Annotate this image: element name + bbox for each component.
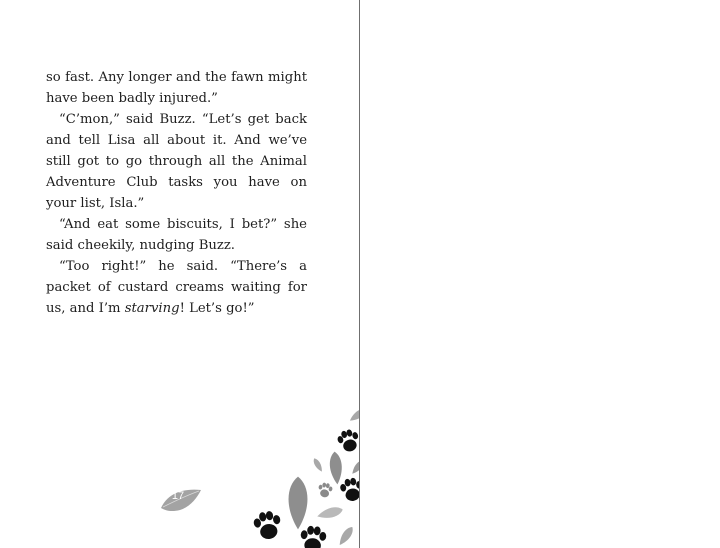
story-text — [46, 67, 307, 319]
paragraph — [46, 109, 307, 214]
leaf-icon — [336, 525, 355, 548]
leaf-icon — [348, 406, 359, 423]
leaves-and-paws-decoration — [240, 395, 359, 548]
left-page — [0, 0, 359, 548]
right-page — [360, 0, 720, 548]
leaf-icon — [316, 505, 344, 521]
page-number: 17 — [171, 490, 185, 502]
paw-print-icon — [299, 525, 327, 548]
paragraph — [46, 67, 307, 109]
paw-print-icon — [317, 482, 333, 499]
leaf-icon — [289, 477, 308, 530]
text-run: ! Let’s go!” — [179, 301, 255, 316]
paragraph — [46, 214, 307, 256]
leaf-icon — [312, 457, 324, 473]
paragraph — [46, 256, 307, 319]
text-run: so fast. Any longer and the fawn might have been badly injured.” — [46, 70, 307, 106]
paw-print-icon — [339, 476, 359, 502]
text-run: “Too right!” he said. “There’s a packet of custard creams waiting for us, and I’m — [46, 259, 307, 316]
italic-text: starving — [124, 301, 180, 316]
text-run: “And eat some biscuits, I bet?” she said cheekily, nudging Buzz. — [46, 217, 307, 253]
leaf-icon — [350, 458, 359, 476]
page-number-leaf — [158, 484, 204, 514]
leaf-icon — [329, 451, 344, 485]
text-run: “C’mon,” said Buzz. “Let’s get back and tell Lisa all about it. And we’ve still got to go through all the Animal Adventure Club tasks you have on your list, Isla.” — [46, 112, 307, 211]
paw-print-icon — [252, 509, 283, 541]
paw-print-icon — [336, 428, 359, 454]
